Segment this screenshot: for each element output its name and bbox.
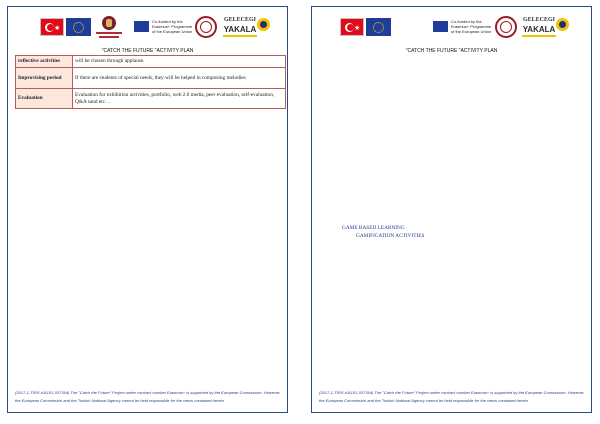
table-row [16, 56, 286, 68]
project-logo-word2: YAKALA [223, 25, 257, 34]
erasmus-plus-logo [433, 18, 491, 38]
project-logo-word1: GELECEGI [223, 17, 256, 23]
eu-flag-small-icon [433, 21, 448, 32]
school-seal-icon [195, 16, 217, 38]
erasmus-caption: Co-funded by the Erasmus+ Programme of the European Union [152, 19, 193, 34]
table-row [16, 89, 286, 109]
row-label: Evaluation [16, 89, 73, 109]
activity-plan-table [15, 55, 286, 109]
project-logo-word2: YAKALA [522, 25, 556, 34]
section-headings [342, 224, 424, 240]
heading-gamification-activities: GAMIFICATION ACTIVITIES [356, 233, 425, 239]
row-label: Improvising period [16, 68, 73, 89]
ball-icon [556, 18, 569, 31]
school-seal-icon [495, 16, 517, 38]
eu-flag-icon [366, 18, 391, 36]
project-logo-word1: GELECEGI [522, 17, 555, 23]
table-row [16, 68, 286, 89]
logo-strip [8, 16, 287, 42]
right-page [311, 6, 592, 413]
heading-game-based-learning: GAME BASED LEARNING [342, 225, 405, 231]
row-label: reflective activities [16, 56, 73, 68]
turkish-flag-icon: ★ [40, 18, 64, 36]
funding-disclaimer: (2017-1-TR01-KA101-037364) The "Catch the Future" Project under contract number Erasmus+ is supported by the European Commission. However, the European Commission and the Turkish National Agency cannot be held responsible for the views contained herein. [15, 390, 281, 403]
row-value: will be chosen through applause. [73, 56, 286, 68]
turkish-flag-icon: ★ [340, 18, 364, 36]
ball-icon [257, 18, 270, 31]
activity-plan-title: "CATCH THE FUTURE "ACTIVITY PLAN [405, 48, 498, 54]
left-page [7, 6, 288, 413]
project-logo [522, 16, 570, 40]
row-value: If there are students of special needs, they will be helped in composing melodies [73, 68, 286, 89]
funding-disclaimer: (2017-1-TR01-KA101-037364) The "Catch the Future" Project under contract number Erasmus+ is supported by the European Commission. However, the European Commission and the Turkish National Agency cannot be held responsible for the views contained herein. [319, 390, 585, 403]
eu-flag-icon [66, 18, 91, 36]
project-logo [223, 16, 271, 40]
activity-plan-title: "CATCH THE FUTURE "ACTIVITY PLAN [101, 48, 194, 54]
erasmus-caption: Co-funded by the Erasmus+ Programme of the European Union [451, 19, 492, 34]
logo-strip [312, 16, 591, 42]
row-value: Evaluation for exhibition activities, portfolio, web 2.0 media, peer evaluation, self-evaluation, Q&A sand etc… [73, 89, 286, 109]
school-crest-icon [94, 16, 124, 40]
eu-flag-small-icon [134, 21, 149, 32]
erasmus-plus-logo [134, 18, 192, 38]
